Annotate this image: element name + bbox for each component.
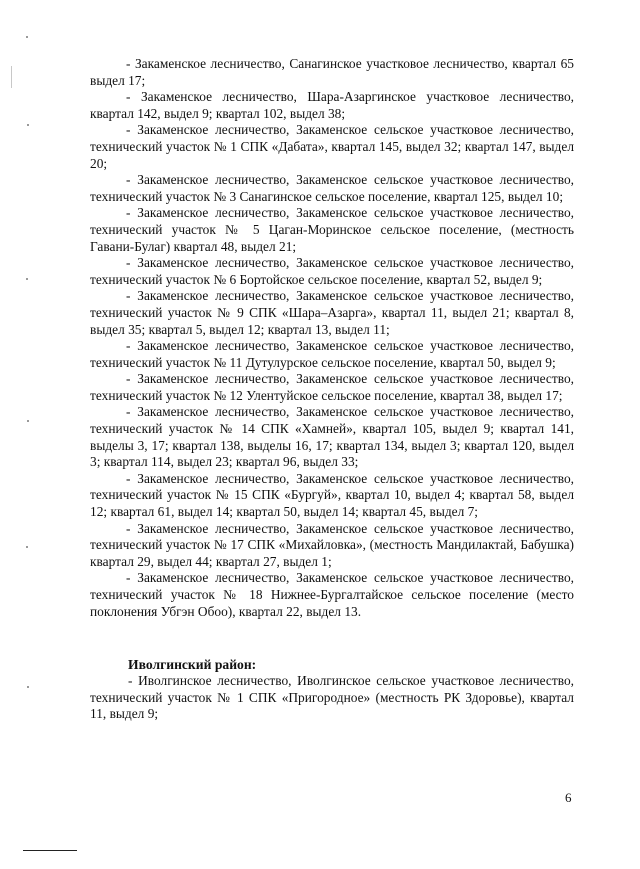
scan-margin-mark xyxy=(27,686,29,688)
list-item: - Закаменское лесничество, Закаменское сельское участковое лесничество, технический участок № 12 Улентуйское сельское поселение, квартал 38, выдел 17; xyxy=(90,371,574,403)
list-item: - Закаменское лесничество, Закаменское сельское участковое лесничество, технический участок № 9 СПК «Шара–Азарга», квартал 11, выдел 21; квартал 8, выдел 35; квартал 5, выдел 12; квартал 13, выдел 11; xyxy=(90,288,574,337)
list-item: - Закаменское лесничество, Закаменское сельское участковое лесничество, технический участок № 18 Нижнее-Бургалтайское сельское поселение (место поклонения Убгэн Обоо), квартал 22, выдел 13. xyxy=(90,570,574,619)
section-heading: Иволгинский район: xyxy=(128,657,257,673)
scan-margin-line xyxy=(11,66,12,88)
footnote-rule xyxy=(23,850,77,851)
list-item: - Закаменское лесничество, Закаменское сельское участковое лесничество, технический участок № 14 СПК «Хамней», квартал 105, выдел 9; квартал 141, выделы 3, 17; квартал 138, выделы 16, 17; квартал 134, выдел 3; квартал 120, выдел 3; квартал 114, выдел 23; квартал 96, выдел 33; xyxy=(90,404,574,470)
scan-margin-mark xyxy=(26,278,28,280)
list-item: - Закаменское лесничество, Закаменское сельское участковое лесничество, технический участок № 5 Цаган-Моринское сельское поселение, (местность Гавани-Булаг) квартал 48, выдел 21; xyxy=(90,205,574,254)
scan-margin-mark xyxy=(27,124,29,126)
list-item: - Закаменское лесничество, Закаменское сельское участковое лесничество, технический участок № 11 Дутулурское сельское поселение, квартал 50, выдел 9; xyxy=(90,338,574,370)
scan-margin-mark xyxy=(27,420,29,422)
list-item: - Закаменское лесничество, Санагинское участковое лесничество, квартал 65 выдел 17; xyxy=(90,56,574,88)
page-number: 6 xyxy=(565,790,572,805)
list-item: - Закаменское лесничество, Закаменское сельское участковое лесничество, технический участок № 1 СПК «Дабата», квартал 145, выдел 32; квартал 147, выдел 20; xyxy=(90,122,574,171)
list-item: - Закаменское лесничество, Закаменское сельское участковое лесничество, технический участок № 15 СПК «Бургуй», квартал 10, выдел 4; квартал 58, выдел 12; квартал 61, выдел 14; квартал 50, выдел 14; квартал 45, выдел 7; xyxy=(90,470,574,520)
document-body xyxy=(90,56,574,723)
scan-margin-mark xyxy=(26,36,28,38)
list-item: - Закаменское лесничество, Закаменское сельское участковое лесничество, технический участок № 6 Бортойское сельское поселение, квартал 52, выдел 9; xyxy=(90,255,574,287)
list-item: - Закаменское лесничество, Шара-Азаргинское участковое лесничество, квартал 142, выдел 9; квартал 102, выдел 38; xyxy=(90,89,574,121)
scan-margin-mark xyxy=(26,546,28,548)
list-item: - Закаменское лесничество, Закаменское сельское участковое лесничество, технический участок № 3 Санагинское сельское поселение, квартал 125, выдел 10; xyxy=(90,172,574,204)
list-item: - Иволгинское лесничество, Иволгинское сельское участковое лесничество, технический участок № 1 СПК «Пригородное» (местность РК Здоровье), квартал 11, выдел 9; xyxy=(90,673,574,722)
list-item: - Закаменское лесничество, Закаменское сельское участковое лесничество, технический участок № 17 СПК «Михайловка», (местность Мандилактай, Бабушка) квартал 29, выдел 44; квартал 27, выдел 1; xyxy=(90,520,574,569)
